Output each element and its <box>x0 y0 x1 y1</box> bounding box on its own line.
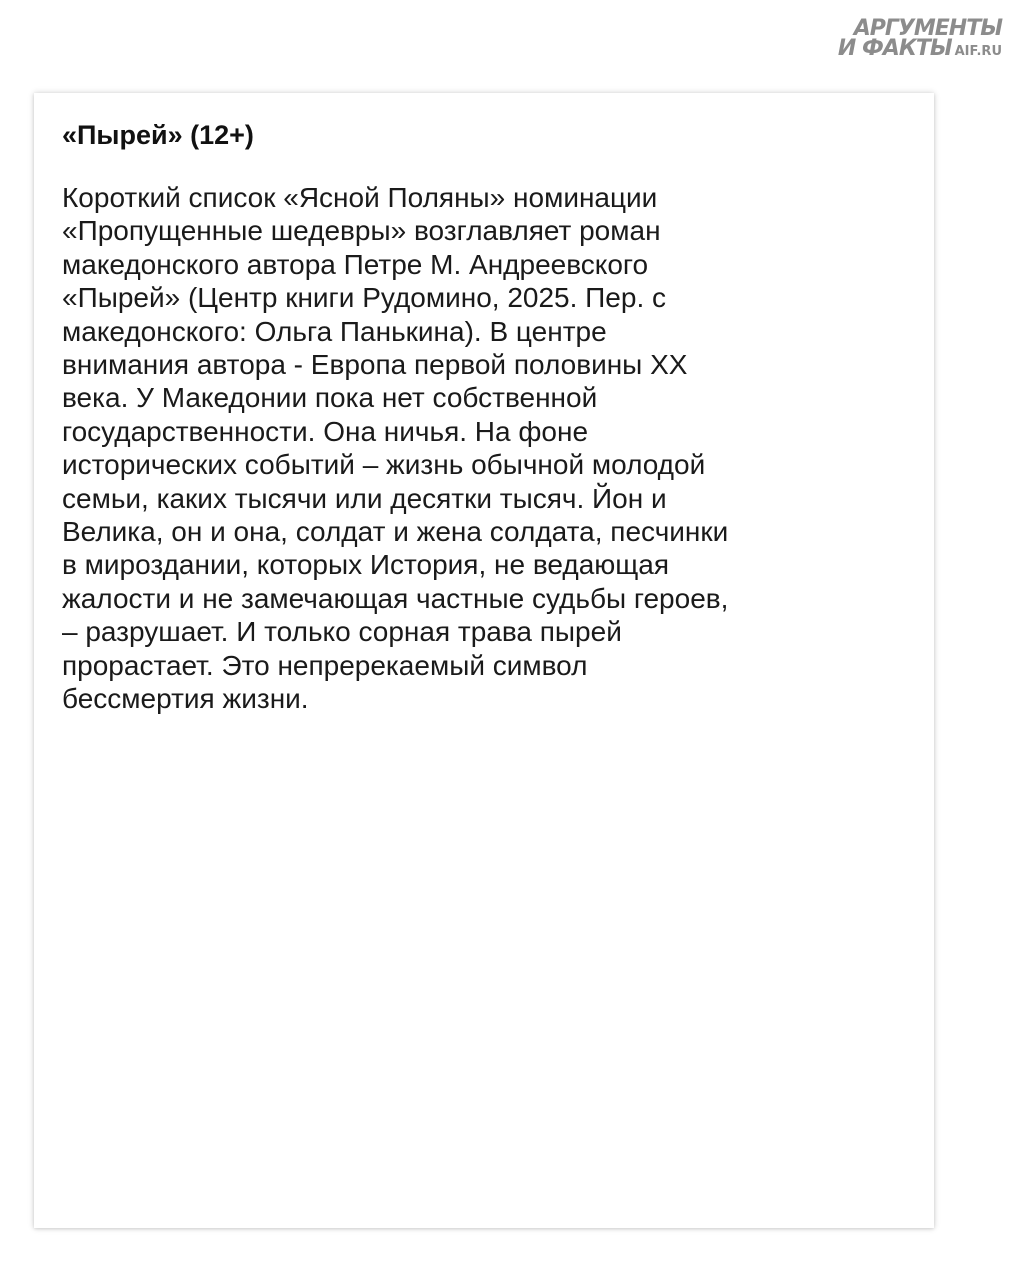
text-card <box>34 93 934 1228</box>
body-line: в мироздании, которых История, не ведающая <box>62 549 670 581</box>
card-body <box>62 181 902 716</box>
body-line: внимания автора - Европа первой половины XX <box>62 349 688 381</box>
body-line: исторических событий – жизнь обычной молодой <box>62 449 706 481</box>
body-line: жалости и не замечающая частные судьбы героев, <box>62 582 729 614</box>
card-title: «Пырей» (12+) <box>62 120 254 150</box>
body-line: «Пырей» (Центр книги Рудомино, 2025. Пер. с <box>62 282 667 314</box>
body-line: – разрушает. И только сорная трава пырей <box>62 616 622 648</box>
body-line: государственности. Она ничья. На фоне <box>62 415 589 447</box>
aif-logo <box>832 16 1002 60</box>
body-line: Велика, он и она, солдат и жена солдата, песчинки <box>62 516 729 548</box>
body-line: «Пропущенные шедевры» возглавляет роман <box>62 215 661 247</box>
logo-line-2 <box>838 36 1002 61</box>
body-line: Короткий список «Ясной Поляны» номинации <box>62 182 658 213</box>
logo-line-2-text: И ФАКТЫ <box>837 36 952 61</box>
body-line: семьи, каких тысячи или десятки тысяч. Йон и <box>62 482 667 514</box>
body-line: века. У Македонии пока нет собственной <box>62 382 598 414</box>
body-line: македонского автора Петре М. Андреевского <box>62 248 649 280</box>
body-line: бессмертия жизни. <box>62 683 309 715</box>
logo-domain: AIF.RU <box>954 44 1002 59</box>
logo-line-1: АРГУМЕНТЫ <box>853 16 1002 41</box>
body-line: прорастает. Это непререкаемый символ <box>62 649 588 681</box>
body-line: македонского: Ольга Панькина). В центре <box>62 315 607 347</box>
